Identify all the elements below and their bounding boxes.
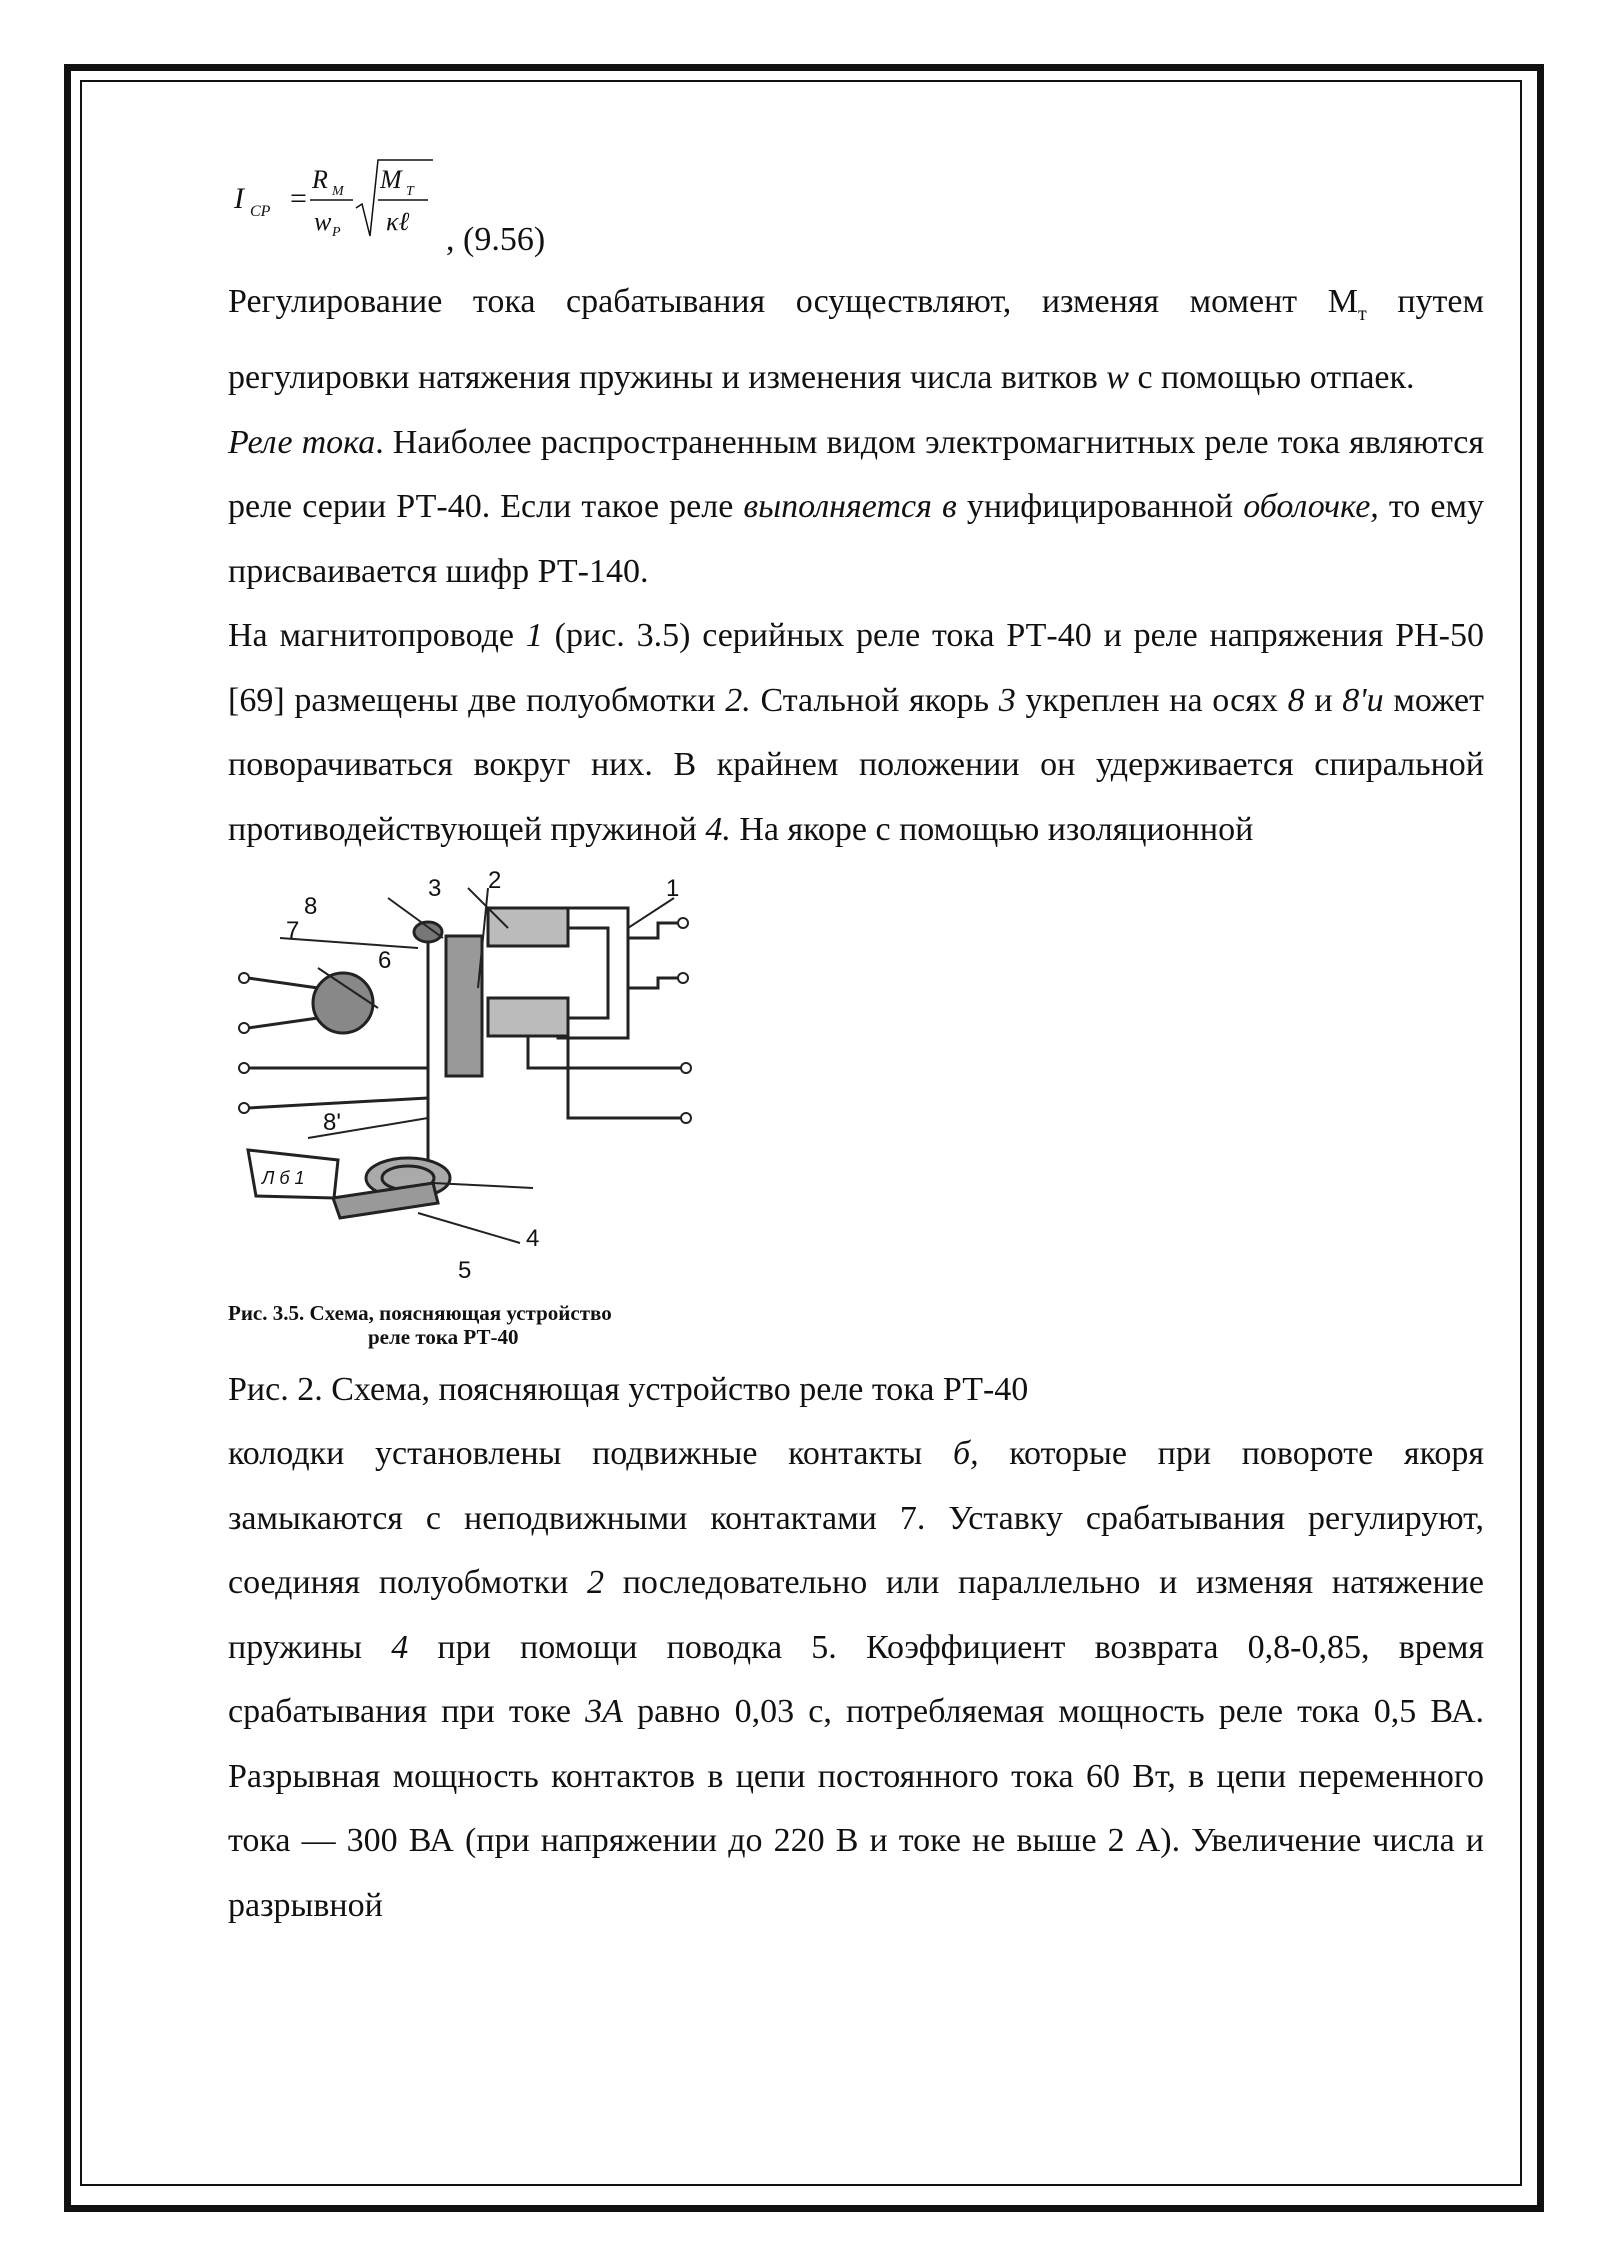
p4-text-d: при помощи поводка 5. Коэффициент возврата 0,8-0,85, время срабатывания при токе: [228, 1628, 1484, 1731]
p4-text-c: последовательно или параллельно и изменяя натяжение пружины: [228, 1564, 1484, 1666]
p3-ref-3: 3: [998, 681, 1016, 719]
contact-block: [313, 973, 373, 1033]
formula-kl: κℓ: [386, 207, 410, 236]
page-content: [228, 150, 1484, 1938]
formula-M-sub: Т: [406, 184, 414, 199]
formula-I-sub: СР: [250, 203, 271, 220]
p2-italic-title: Реле тока: [228, 423, 376, 461]
p3-text-e: и: [1304, 681, 1343, 719]
p3-text-d: укреплен на осях: [1015, 681, 1288, 719]
formula-equals: =: [290, 182, 307, 215]
paragraph-regulation: [228, 270, 1484, 411]
formula-I: I: [234, 182, 244, 215]
coil-lower: [488, 998, 568, 1036]
p1-text-b: путем регулировки натяжения пружины и изменения числа витков: [228, 283, 1484, 397]
relay-diagram: [228, 868, 748, 1358]
p1-text-a: Регулирование тока срабатывания осуществляют, изменяя момент М: [228, 283, 1358, 320]
p2-italic-2: выполняется в: [743, 488, 957, 526]
coil-upper: [488, 908, 568, 946]
p2-text-c: то ему присваивается шифр РТ-140.: [228, 488, 1484, 590]
figure-inner-caption-2: реле тока РТ-40: [368, 1325, 519, 1350]
terminal: [239, 1103, 249, 1113]
paragraph-magnetic-core: [228, 604, 1484, 862]
p3-ref-6: 4.: [705, 810, 731, 848]
p4-text-b: которые при повороте якоря замыкаются с неподвижными контактами 7. Уставку срабатывания регулируют, соединяя полуобмотки: [228, 1435, 1484, 1602]
p2-text-a: . Наиболее распространенным видом электромагнитных реле тока являются реле серии РТ-40. Если такое реле: [228, 423, 1484, 526]
terminal: [239, 973, 249, 983]
label-8-prime: 8': [323, 1109, 341, 1137]
figure-caption: Рис. 2. Схема, поясняющая устройство реле тока РТ-40: [228, 1371, 1029, 1409]
label-7: 7: [286, 917, 300, 945]
p3-text-a: На магнитопроводе: [228, 617, 526, 655]
p1-sub: т: [1357, 302, 1367, 325]
p4-ref-4: 3А: [585, 1693, 623, 1731]
paragraph-contacts: [228, 1422, 1484, 1938]
formula-9-56: [228, 150, 1484, 270]
terminal: [239, 1063, 249, 1073]
label-1: 1: [666, 875, 680, 903]
terminal: [681, 1063, 691, 1073]
p3-ref-1: 1: [525, 617, 543, 655]
p3-text-f: может поворачиваться вокруг них. В крайнем положении он удерживается спиральной противодействующей пружиной: [228, 681, 1484, 848]
p4-ref-3: 4: [391, 1628, 409, 1666]
figure-inner-caption-1: Рис. 3.5. Схема, поясняющая устройство: [228, 1301, 612, 1326]
p2-text-b: унифицированной: [956, 488, 1244, 526]
p4-ref-1: б,: [952, 1435, 979, 1473]
formula-w: w: [314, 207, 332, 236]
axis-knob: [414, 922, 442, 942]
body-text-bottom: [228, 1422, 1484, 1938]
p3-ref-4: 8: [1287, 681, 1305, 719]
formula-R-sub: М: [332, 184, 344, 199]
p3-ref-2: 2.: [725, 681, 751, 719]
p4-text-e: равно 0,03 с, потребляемая мощность реле тока 0,5 ВА. Разрывная мощность контактов в цепи постоянного тока 60 Вт, в цепи переменного тока — 300 ВА (при напряжении до 220 В и токе не выше 2 А). Увеличение числа и разрывной: [228, 1693, 1484, 1924]
formula-M: M: [380, 165, 402, 194]
formula-R: R: [312, 165, 328, 194]
formula-w-sub: Р: [332, 225, 341, 240]
paragraph-current-relay: [228, 411, 1484, 605]
label-8: 8: [304, 893, 318, 921]
label-2: 2: [488, 868, 502, 895]
p3-text-c: Стальной якорь: [750, 681, 999, 719]
scale-text: Л б 1: [262, 1168, 305, 1189]
label-3: 3: [428, 875, 442, 903]
p4-ref-2: 2: [587, 1564, 605, 1602]
p3-text-b: (рис. 3.5) серийных реле тока РТ-40 и реле напряжения РН-50 [69] размещены две полуобмотки: [228, 617, 1484, 719]
p3-text-g: На якоре с помощью изоляционной: [730, 810, 1254, 848]
figure-relay-schematic: [228, 868, 1484, 1358]
terminal: [239, 1023, 249, 1033]
terminal: [678, 973, 688, 983]
p3-ref-5: 8'и: [1342, 681, 1384, 719]
label-4: 4: [526, 1225, 540, 1253]
armature: [446, 936, 482, 1076]
formula-number: , (9.56): [446, 221, 546, 258]
body-text-top: [228, 270, 1484, 862]
p2-italic-3: оболочке,: [1243, 488, 1379, 526]
formula-graphic: [228, 150, 648, 270]
label-6: 6: [378, 947, 392, 975]
p4-text-a: колодки установлены подвижные контакты: [228, 1435, 953, 1473]
p1-text-c: с помощью отпаек.: [1128, 359, 1415, 397]
label-5: 5: [458, 1257, 472, 1285]
p1-w: w: [1106, 359, 1129, 397]
terminal: [681, 1113, 691, 1123]
terminal: [678, 918, 688, 928]
